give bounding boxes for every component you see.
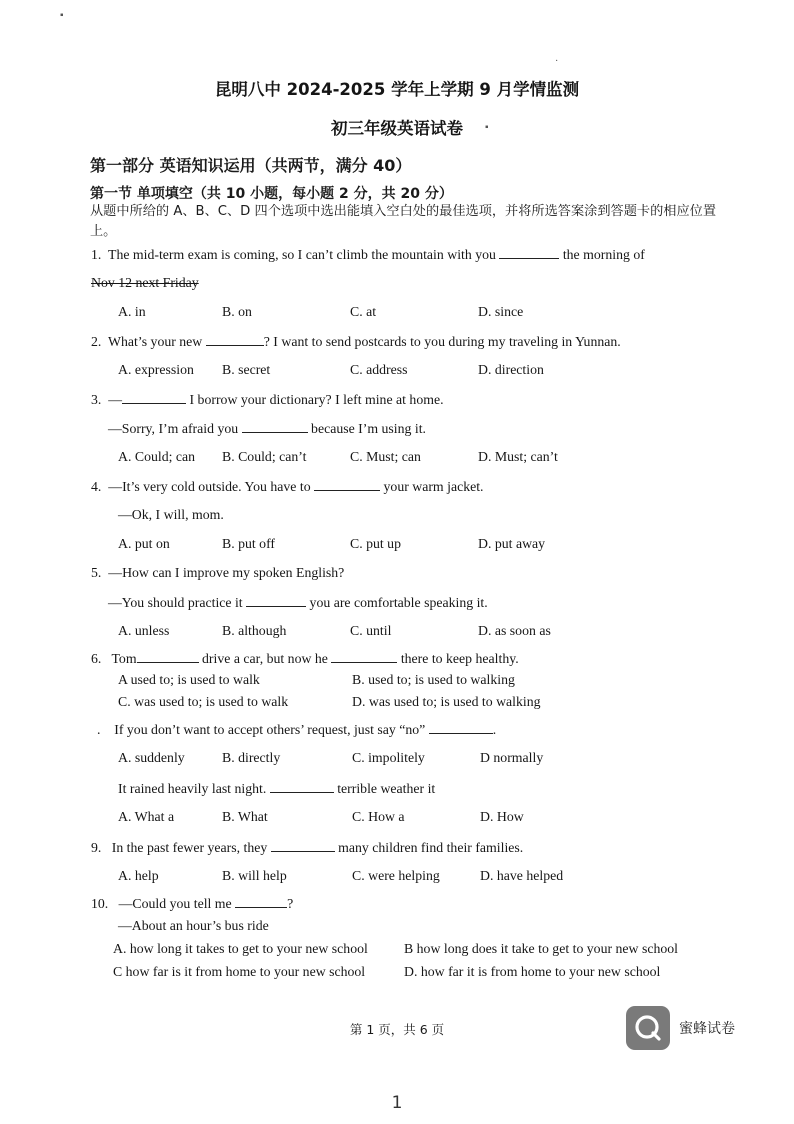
question-text: drive a car, but now he <box>202 651 328 666</box>
question-text: What’s your new <box>108 334 203 349</box>
option-a: A. expression <box>118 362 194 377</box>
option-a: A. suddenly <box>118 750 185 765</box>
option-a: A. Could; can <box>118 449 196 464</box>
bee-logo-icon <box>626 1006 670 1050</box>
option-a: A. put on <box>118 536 170 551</box>
option-c: C. address <box>350 362 408 377</box>
option-b: B. What <box>222 809 268 824</box>
question-number: 3. <box>91 392 102 407</box>
question-text: —How can I improve my spoken English? <box>108 565 345 580</box>
question-10-stem <box>91 895 293 912</box>
option-c: C. until <box>350 623 392 638</box>
answer-blank <box>270 780 334 793</box>
question-text: terrible weather it <box>337 781 436 796</box>
option-d: D. was used to; is used to walking <box>352 694 541 709</box>
question-text: If you don’t want to accept others’ request, just say “no” <box>114 722 426 737</box>
question-2-stem <box>91 333 621 350</box>
section-heading: 第一节 单项填空（共 10 小题，每小题 2 分，共 20 分） <box>90 186 453 202</box>
option-c: C. was used to; is used to walk <box>118 694 289 709</box>
answer-blank <box>242 420 308 433</box>
page-number: 1 <box>391 1093 403 1113</box>
question-8-stem <box>118 780 435 797</box>
option-d: D. put away <box>478 536 546 551</box>
question-1-stem <box>91 246 645 263</box>
option-d: D. how far it is from home to your new school <box>404 964 661 979</box>
option-a: A. in <box>118 304 146 319</box>
option-b: B. although <box>222 623 287 638</box>
question-number: 9. <box>91 840 102 855</box>
question-4-reply: —Ok, I will, mom. <box>118 507 224 522</box>
option-d: D. since <box>478 304 524 319</box>
option-d: D. How <box>480 809 524 824</box>
reply-text: you are comfortable speaking it. <box>309 595 488 610</box>
question-7-stem <box>97 721 496 738</box>
option-c: C. at <box>350 304 377 319</box>
question-number: 4. <box>91 479 102 494</box>
part-heading: 第一部分 英语知识运用（共两节，满分 40） <box>90 156 412 175</box>
question-3-stem <box>91 391 444 408</box>
answer-blank <box>122 391 186 404</box>
question-text: . <box>492 722 497 737</box>
question-number: 5. <box>91 565 102 580</box>
exam-title: 昆明八中 2024-2025 学年上学期 9 月学情监测 <box>214 80 580 99</box>
option-b: B. put off <box>222 536 276 551</box>
question-text: —It’s very cold outside. You have to <box>108 479 311 494</box>
answer-blank <box>314 478 380 491</box>
question-text: many children find their families. <box>338 840 524 855</box>
option-d: D. as soon as <box>478 623 551 638</box>
option-a: A. how long it takes to get to your new school <box>113 941 368 956</box>
option-d: D normally <box>480 750 544 765</box>
question-text: Tom <box>111 651 137 666</box>
question-text: —Could you tell me <box>118 896 232 911</box>
answer-blank <box>137 650 199 663</box>
question-9-stem <box>91 839 523 856</box>
page-counter: 第 1 页，共 6 页 <box>349 1022 445 1037</box>
option-c: C. impolitely <box>352 750 425 765</box>
question-text: your warm jacket. <box>383 479 484 494</box>
option-a: A. What a <box>118 809 175 824</box>
answer-blank <box>499 246 559 259</box>
question-4-stem <box>91 478 484 495</box>
option-c: C. How a <box>352 809 405 824</box>
option-b: B. Could; can’t <box>222 449 307 464</box>
question-1-stem-cont: Nov 12 next Friday <box>91 275 199 290</box>
option-c: C how far is it from home to your new school <box>113 964 366 979</box>
option-a: A. help <box>118 868 159 883</box>
question-number: . <box>97 722 101 737</box>
question-5-stem <box>91 565 344 581</box>
question-10-reply: —About an hour’s bus ride <box>118 918 269 933</box>
option-b: B. secret <box>222 362 271 377</box>
question-text: I borrow your dictionary? I left mine at home. <box>189 392 444 407</box>
option-d: D. have helped <box>480 868 564 883</box>
question-3-reply <box>108 420 426 437</box>
question-text: In the past fewer years, they <box>111 840 268 855</box>
scan-speck: ▪ <box>60 10 64 21</box>
question-text: ? <box>287 896 294 911</box>
option-c: C. Must; can <box>350 449 421 464</box>
option-d: D. direction <box>478 362 544 377</box>
question-text: The mid-term exam is coming, so I can’t climb the mountain with you <box>108 247 496 262</box>
option-b: B. directly <box>222 750 281 765</box>
question-number: 6. <box>91 651 102 666</box>
option-b: B. on <box>222 304 252 319</box>
question-text: — <box>108 392 123 407</box>
brand-watermark <box>626 1006 735 1050</box>
option-c: C. put up <box>350 536 401 551</box>
question-text: there to keep healthy. <box>400 651 519 666</box>
reply-text: because I’m using it. <box>311 421 426 436</box>
answer-blank <box>271 839 335 852</box>
answer-blank <box>246 594 306 607</box>
question-6-stem <box>91 650 519 667</box>
question-text: ? I want to send postcards to you during my traveling in Yunnan. <box>263 334 621 349</box>
option-d: D. Must; can’t <box>478 449 558 464</box>
question-text: It rained heavily last night. <box>118 781 267 796</box>
option-c: C. were helping <box>352 868 440 883</box>
brand-name: 蜜蜂试卷 <box>679 1021 735 1037</box>
answer-blank <box>235 895 287 908</box>
scan-speck: ▪ <box>485 122 489 133</box>
answer-blank <box>429 721 493 734</box>
answer-blank <box>206 333 264 346</box>
question-number: 1. <box>91 247 102 262</box>
option-a: A. unless <box>118 623 170 638</box>
scan-speck: · <box>555 56 559 67</box>
exam-subtitle: 初三年级英语试卷 <box>331 119 463 138</box>
question-5-reply <box>108 594 488 611</box>
option-b: B. used to; is used to walking <box>352 672 515 687</box>
question-text: the morning of <box>562 247 645 262</box>
reply-text: —You should practice it <box>108 595 243 610</box>
option-b: B. will help <box>222 868 287 883</box>
answer-blank <box>331 650 397 663</box>
instructions: 从题中所给的 A、B、C、D 四个选项中选出能填入空白处的最佳选项，并将所选答案涂到答题卡的相应位置上。 <box>90 204 717 239</box>
option-b: B how long does it take to get to your new school <box>404 941 678 956</box>
reply-text: —Sorry, I’m afraid you <box>108 421 239 436</box>
option-a: A used to; is used to walk <box>118 672 260 687</box>
question-number: 2. <box>91 334 102 349</box>
question-number: 10. <box>91 896 109 911</box>
